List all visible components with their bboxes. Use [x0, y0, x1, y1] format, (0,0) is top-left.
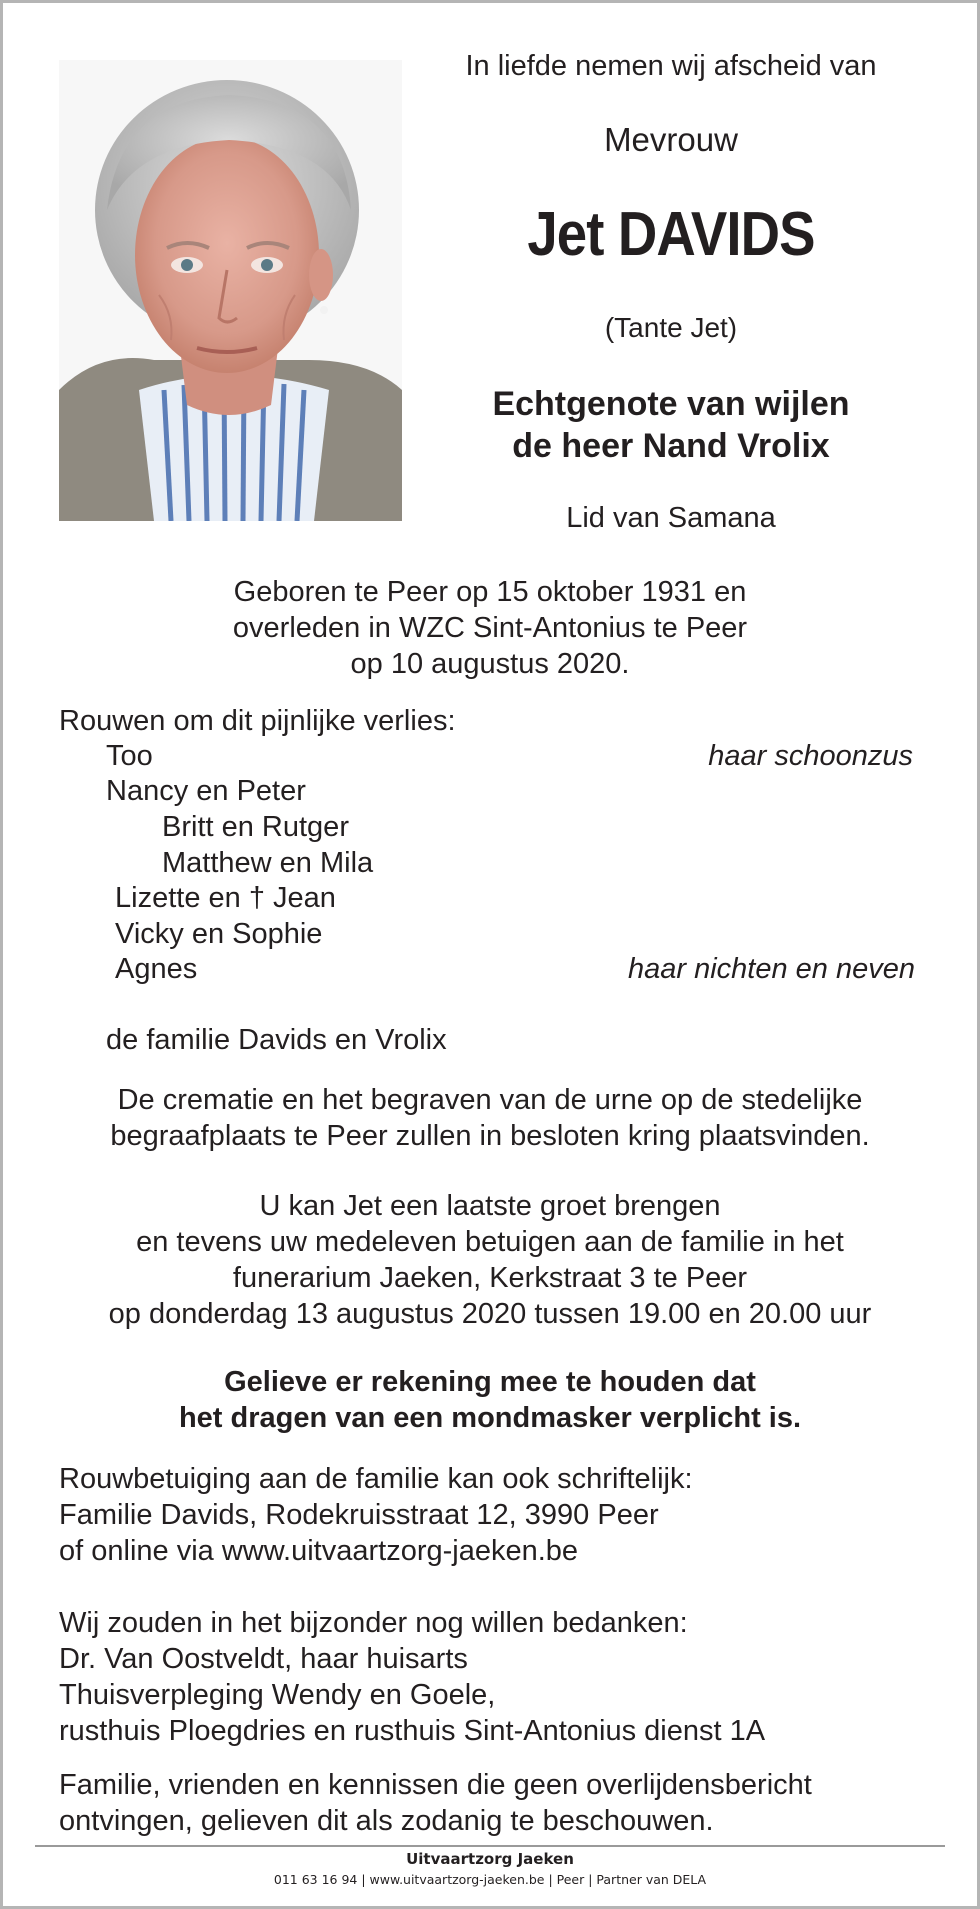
birth-death-info [40, 574, 940, 682]
text-line: rusthuis Ploegdries en rusthuis Sint-Antonius dienst 1A [59, 1715, 766, 1747]
mourner-name: Too [106, 740, 153, 772]
mourner-name: Matthew en Mila [162, 847, 374, 879]
text-line: of online via www.uitvaartzorg-jaeken.be [59, 1535, 579, 1567]
mourner-name: Lizette en † Jean [115, 882, 336, 914]
text-line: Geboren te Peer op 15 oktober 1931 en [233, 576, 747, 608]
spouse-line: de heer Nand Vrolix [512, 427, 830, 465]
mask-notice [40, 1364, 940, 1436]
text-line: overleden in WZC Sint-Antonius te Peer [232, 612, 748, 644]
text-line: Wij zouden in het bijzonder nog willen bedanken: [59, 1607, 688, 1639]
relation-label: haar schoonzus [708, 740, 913, 772]
mourner-name: Vicky en Sophie [115, 918, 323, 950]
text-line: De crematie en het begraven van de urne op de stedelijke [117, 1084, 863, 1116]
honorific: Mevrouw [604, 121, 738, 158]
text-line: op 10 augustus 2020. [350, 648, 630, 680]
text-line: op donderdag 13 augustus 2020 tussen 19.00 en 20.00 uur [108, 1298, 872, 1330]
spouse-line: Echtgenote van wijlen [492, 385, 850, 423]
relation-label: haar nichten en neven [628, 953, 915, 985]
text-line: Rouwbetuiging aan de familie kan ook schriftelijk: [59, 1463, 693, 1495]
text-line: Gelieve er rekening mee te houden dat [224, 1366, 756, 1398]
spouse-info [400, 383, 942, 467]
mourner-name: Agnes [115, 953, 198, 985]
deceased-name: Jet DAVIDS [527, 200, 815, 269]
text-line: Familie, vrienden en kennissen die geen overlijdensbericht [59, 1769, 812, 1801]
footer-divider [35, 1845, 945, 1847]
text-line: en tevens uw medeleven betuigen aan de familie in het [136, 1226, 844, 1258]
text-line: begraafplaats te Peer zullen in besloten kring plaatsvinden. [110, 1120, 870, 1152]
family-line: de familie Davids en Vrolix [106, 1024, 447, 1056]
text-line: funerarium Jaeken, Kerkstraat 3 te Peer [232, 1262, 748, 1294]
text-line: ontvingen, gelieven dit als zodanig te beschouwen. [59, 1805, 714, 1837]
text-line: U kan Jet een laatste groet brengen [259, 1190, 721, 1222]
text-line: het dragen van een mondmasker verplicht is. [178, 1402, 802, 1434]
mourners-title: Rouwen om dit pijnlijke verlies: [59, 705, 456, 737]
membership: Lid van Samana [566, 502, 776, 534]
mourner-name: Britt en Rutger [162, 811, 349, 843]
text-line: Dr. Van Oostveldt, haar huisarts [59, 1643, 468, 1675]
portrait-photo [59, 60, 402, 521]
condolences-info [59, 1461, 939, 1569]
nickname: (Tante Jet) [604, 312, 738, 343]
text-line: Thuisverpleging Wendy en Goele, [59, 1679, 496, 1711]
closing-note [59, 1767, 939, 1839]
thanks-info [59, 1605, 939, 1749]
intro-line: In liefde nemen wij afscheid van [465, 50, 877, 82]
mourner-name: Nancy en Peter [106, 775, 306, 807]
ceremony-info [40, 1082, 940, 1154]
footer-company: Uitvaartzorg Jaeken [406, 1850, 574, 1868]
text-line: Familie Davids, Rodekruisstraat 12, 3990 Peer [59, 1499, 659, 1531]
visitation-info [40, 1188, 940, 1332]
footer-contact: 011 63 16 94 | www.uitvaartzorg-jaeken.be | Peer | Partner van DELA [273, 1872, 707, 1887]
